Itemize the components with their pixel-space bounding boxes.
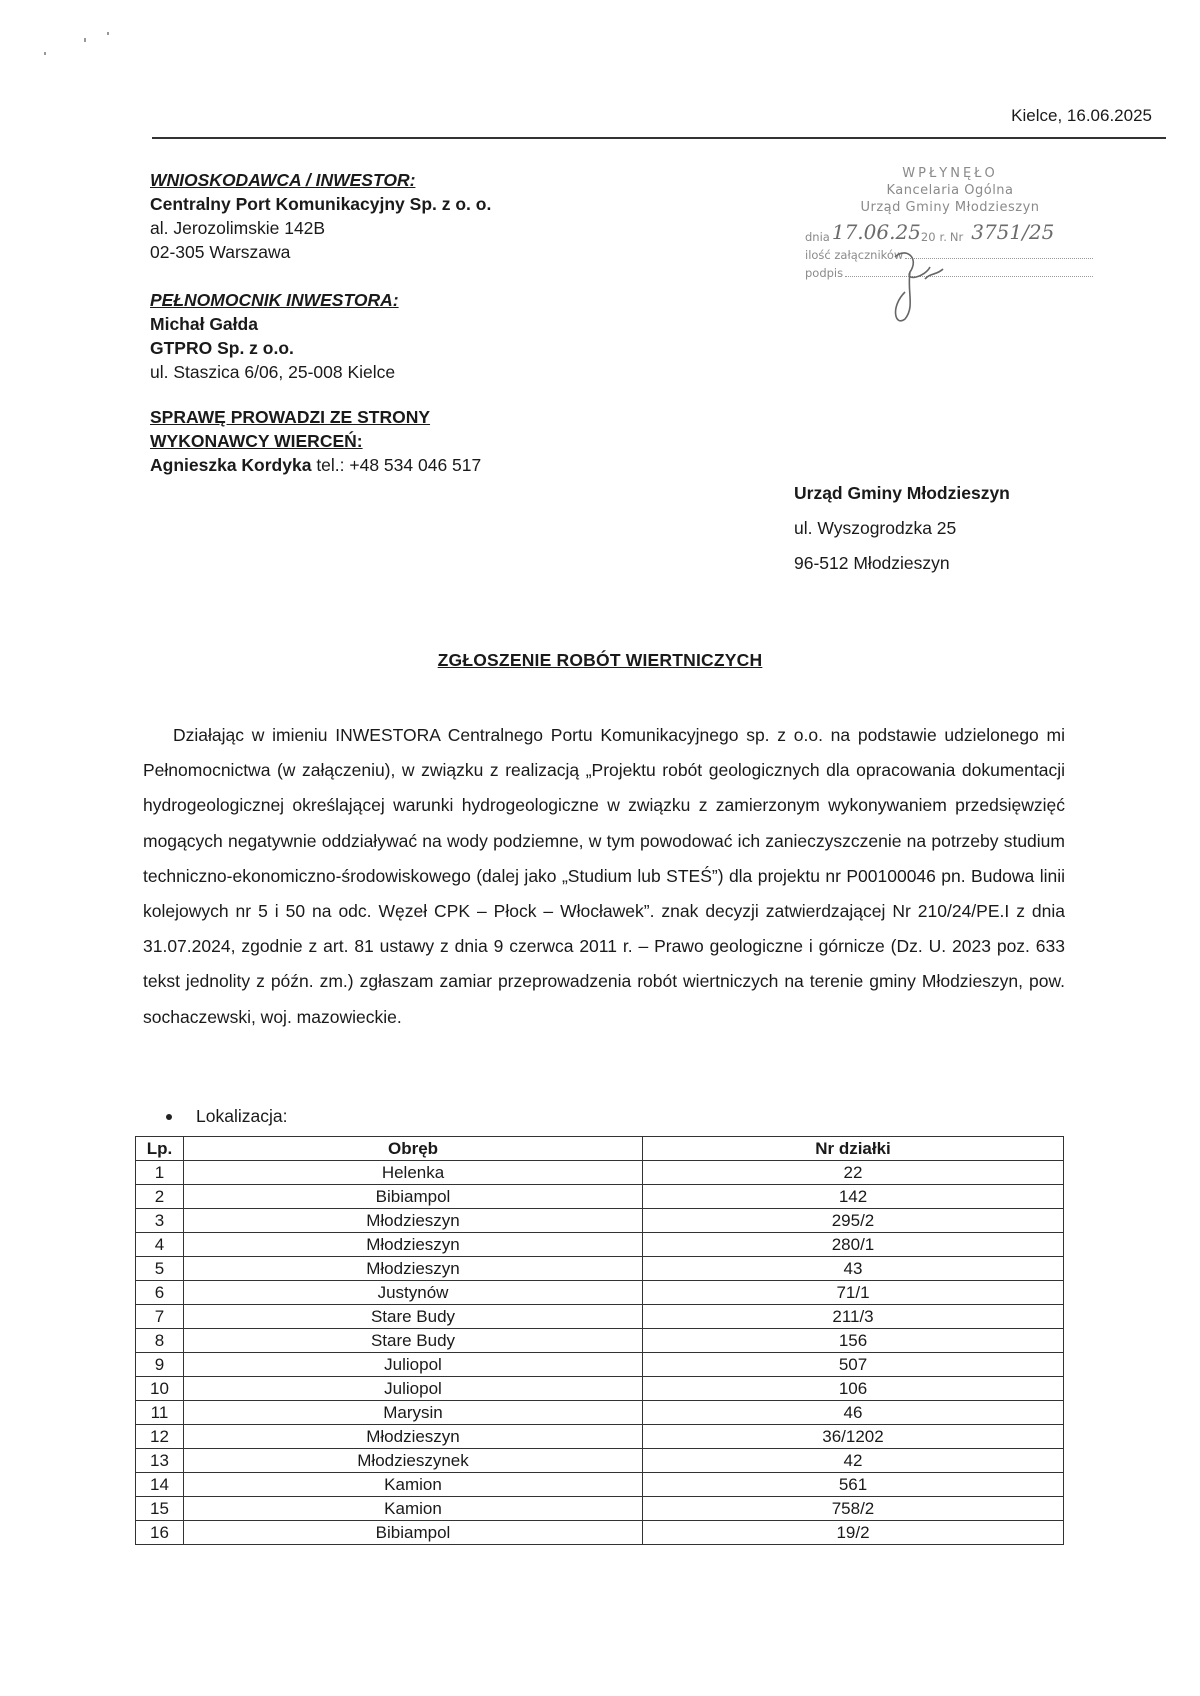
stamp-date-label: dnia [805, 230, 830, 244]
cell-obreb: Młodzieszyn [184, 1425, 643, 1449]
applicant-street: al. Jerozolimskie 142B [150, 218, 326, 238]
stamp-line1: WPŁYNĘŁO [902, 166, 998, 181]
stamp-nr-label: Nr [949, 230, 964, 244]
proxy-name: Michał Gałda [150, 314, 258, 334]
cell-obreb: Młodzieszyn [184, 1233, 643, 1257]
cell-nr: 46 [643, 1401, 1064, 1425]
cell-obreb: Stare Budy [184, 1305, 643, 1329]
bullet-icon [166, 1114, 172, 1120]
cell-nr: 507 [643, 1353, 1064, 1377]
document-body: Działając w imieniu INWESTORA Centralnego Portu Komunikacyjnego sp. z o.o. na podstawie udzielonego mi Pełnomocnictwa (w załączeniu), w związku z realizacją „Projektu robót geologicznych dla opracowania dokumentacji hydrogeologicznej określającej warunki hydrogeologiczne w związku z zamierzonym wykonywaniem przedsięwzięć mogących negatywnie oddziaływać na wody podziemne, w tym powodować ich zanieczyszczenie na potrzeby studium techniczno-ekonomiczno-środowiskowego (dalej jako „Studium lub STEŚ”) dla projektu nr P00100046 pn. Budowa linii kolejowych nr 5 i 50 na odc. Węzeł CPK – Płock – Włocławek”. znak decyzji zatwierdzającej Nr 210/24/PE.I z dnia 31.07.2024, zgodnie z art. 81 ustawy z dnia 9 czerwca 2011 r. – Prawo geologiczne i górnicze (Dz. U. 2023 poz. 633 tekst jednolity z późn. zm.) zgłaszam zamiar przeprowadzenia robót wiertniczych na terenie gminy Młodzieszyn, pow. sochaczewski, woj. mazowieckie. [143, 725, 1065, 1027]
stamp-nr-value: 3751/25 [971, 220, 1055, 244]
cell-lp: 12 [136, 1425, 184, 1449]
stamp-year-suffix: r. [939, 230, 947, 244]
stamp-line3: Urząd Gminy Młodzieszyn [860, 200, 1040, 215]
header-rule [152, 137, 1166, 139]
location-label: Lokalizacja: [196, 1106, 288, 1126]
cell-lp: 6 [136, 1281, 184, 1305]
applicant-city: 02-305 Warszawa [150, 242, 291, 262]
contact-heading-line1: SPRAWĘ PROWADZI ZE STRONY [150, 407, 431, 427]
table-row [136, 1257, 1064, 1281]
applicant-name: Centralny Port Komunikacyjny Sp. z o. o. [150, 194, 492, 214]
table-row [136, 1449, 1064, 1473]
stamp-line2: Kancelaria Ogólna [886, 183, 1014, 198]
cell-nr: 280/1 [643, 1233, 1064, 1257]
signature-scribble-icon [885, 247, 945, 325]
cell-lp: 14 [136, 1473, 184, 1497]
cell-nr: 561 [643, 1473, 1064, 1497]
stamp-date-row [805, 220, 1095, 244]
table-row [136, 1377, 1064, 1401]
cell-obreb: Młodzieszyn [184, 1257, 643, 1281]
table-row [136, 1473, 1064, 1497]
cell-nr: 19/2 [643, 1521, 1064, 1545]
table-row [136, 1521, 1064, 1545]
cell-nr: 43 [643, 1257, 1064, 1281]
applicant-heading: WNIOSKODAWCA / INWESTOR: [150, 170, 416, 190]
recipient-street: ul. Wyszogrodzka 25 [794, 518, 957, 538]
location-table [135, 1136, 1064, 1545]
applicant-block [150, 168, 491, 264]
recipient-block [794, 476, 1010, 581]
cell-nr: 42 [643, 1449, 1064, 1473]
table-header-row [136, 1137, 1064, 1161]
table-row [136, 1329, 1064, 1353]
cell-lp: 10 [136, 1377, 184, 1401]
table-row [136, 1161, 1064, 1185]
cell-obreb: Bibiampol [184, 1521, 643, 1545]
cell-obreb: Młodzieszynek [184, 1449, 643, 1473]
cell-nr: 295/2 [643, 1209, 1064, 1233]
location-bullet [166, 1106, 287, 1127]
table-row [136, 1425, 1064, 1449]
cell-obreb: Kamion [184, 1497, 643, 1521]
cell-obreb: Kamion [184, 1473, 643, 1497]
cell-obreb: Juliopol [184, 1377, 643, 1401]
stamp-signature-row [805, 266, 1095, 280]
scan-artifact [84, 38, 86, 42]
cell-nr: 156 [643, 1329, 1064, 1353]
recipient-name: Urząd Gminy Młodzieszyn [794, 483, 1010, 503]
cell-lp: 11 [136, 1401, 184, 1425]
cell-obreb: Młodzieszyn [184, 1209, 643, 1233]
receipt-stamp [805, 165, 1095, 325]
table-row [136, 1401, 1064, 1425]
table-row [136, 1353, 1064, 1377]
table-row [136, 1233, 1064, 1257]
cell-lp: 5 [136, 1257, 184, 1281]
cell-nr: 211/3 [643, 1305, 1064, 1329]
cell-nr: 106 [643, 1377, 1064, 1401]
contact-phone: tel.: +48 534 046 517 [311, 455, 482, 475]
table-row [136, 1305, 1064, 1329]
stamp-attachments-label: ilość załączników [805, 248, 904, 262]
contact-block [150, 405, 481, 477]
header-nr-dzialki: Nr działki [643, 1137, 1064, 1161]
contact-heading-line2: WYKONAWCY WIERCEŃ: [150, 431, 363, 451]
cell-lp: 7 [136, 1305, 184, 1329]
cell-obreb: Stare Budy [184, 1329, 643, 1353]
stamp-year-prefix: 20 [920, 230, 936, 244]
stamp-signature-label: podpis [805, 266, 844, 280]
cell-lp: 8 [136, 1329, 184, 1353]
cell-lp: 1 [136, 1161, 184, 1185]
cell-obreb: Marysin [184, 1401, 643, 1425]
proxy-company: GTPRO Sp. z o.o. [150, 338, 294, 358]
document-date: Kielce, 16.06.2025 [1011, 106, 1152, 125]
scan-artifact [44, 52, 46, 55]
document-title: ZGŁOSZENIE ROBÓT WIERTNICZYCH [437, 650, 763, 670]
cell-nr: 71/1 [643, 1281, 1064, 1305]
cell-lp: 13 [136, 1449, 184, 1473]
cell-obreb: Bibiampol [184, 1185, 643, 1209]
stamp-attachments-row [805, 248, 1095, 262]
proxy-block [150, 288, 399, 384]
cell-nr: 22 [643, 1161, 1064, 1185]
table-row [136, 1281, 1064, 1305]
cell-lp: 2 [136, 1185, 184, 1209]
table-row [136, 1209, 1064, 1233]
cell-lp: 9 [136, 1353, 184, 1377]
cell-obreb: Juliopol [184, 1353, 643, 1377]
scan-artifact [107, 32, 109, 35]
stamp-dots [845, 276, 1093, 277]
cell-obreb: Justynów [184, 1281, 643, 1305]
proxy-heading: PEŁNOMOCNIK INWESTORA: [150, 290, 399, 310]
recipient-city: 96-512 Młodzieszyn [794, 553, 950, 573]
table-row [136, 1185, 1064, 1209]
cell-obreb: Helenka [184, 1161, 643, 1185]
cell-lp: 16 [136, 1521, 184, 1545]
header-obreb: Obręb [184, 1137, 643, 1161]
cell-nr: 758/2 [643, 1497, 1064, 1521]
cell-nr: 36/1202 [643, 1425, 1064, 1449]
contact-name: Agnieszka Kordyka [150, 455, 312, 475]
stamp-date-value: 17.06.25 [831, 220, 921, 244]
proxy-address: ul. Staszica 6/06, 25-008 Kielce [150, 362, 396, 382]
cell-lp: 15 [136, 1497, 184, 1521]
header-lp: Lp. [136, 1137, 184, 1161]
cell-lp: 4 [136, 1233, 184, 1257]
table-row [136, 1497, 1064, 1521]
cell-lp: 3 [136, 1209, 184, 1233]
cell-nr: 142 [643, 1185, 1064, 1209]
